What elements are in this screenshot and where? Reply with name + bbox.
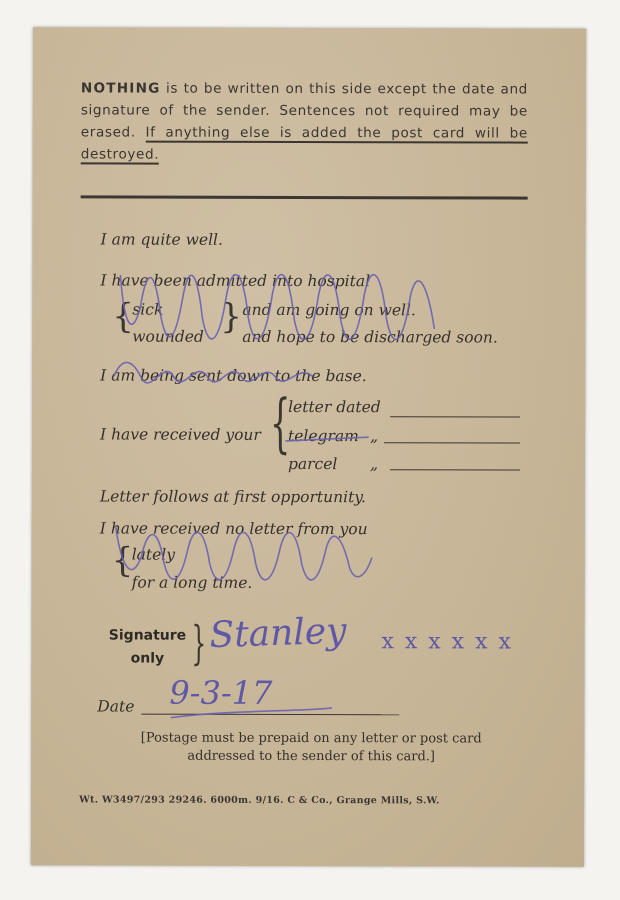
line-quite-well: I am quite well.: [100, 230, 223, 249]
option-telegram: telegram: [288, 426, 359, 446]
warning-text: is to be written on this side except the date and signature of the sender. Sentences not required may be erased.: [80, 80, 528, 141]
postage-note-line1: [Postage must be prepaid on any letter or post card: [140, 730, 482, 747]
option-letter-dated: letter dated: [288, 397, 381, 417]
scribble-no-letter-section: [116, 527, 372, 580]
line-admitted-hospital: I have been admitted into hospital: [100, 271, 371, 291]
line-sent-to-base: I am being sent down to the base.: [100, 366, 367, 386]
option-parcel: parcel: [287, 454, 338, 474]
scribble-date-underline: [171, 708, 331, 718]
option-sick: sick: [132, 300, 164, 319]
received-brace: {: [269, 386, 291, 461]
printer-mark: Wt. W3497/293 29246. 6000m. 9/16. C & Co., Grange Mills, S.W.: [79, 794, 440, 807]
line-letter-follows: Letter follows at first opportunity.: [99, 487, 366, 507]
field-service-post-card: [31, 27, 586, 866]
ditto-mark-1: „: [370, 427, 379, 446]
handwritten-kisses: x x x x x x: [381, 629, 513, 655]
line-no-letter: I have received no letter from you: [99, 519, 368, 539]
scribble-base-line: [114, 362, 312, 383]
line-going-on-well: and am going on well.: [242, 300, 416, 320]
option-long-time: for a long time.: [131, 573, 253, 592]
left-brace-sick: {: [112, 296, 135, 337]
line-received-your: I have received your: [100, 425, 261, 444]
handwritten-date: 9-3-17: [169, 673, 273, 712]
left-brace-lately: {: [111, 540, 134, 581]
warning-nothing: NOTHING: [80, 80, 161, 97]
signature-label-line2: only: [130, 650, 165, 667]
pen-scribbles: [31, 27, 586, 866]
signature-label-line1: Signature: [108, 627, 187, 644]
signature-brace: }: [191, 615, 207, 670]
option-lately: lately: [131, 545, 176, 564]
handwritten-signature: Stanley: [208, 610, 348, 657]
warning-underlined: If anything else is added the post card will be destroyed.: [80, 124, 528, 163]
ditto-mark-2: „: [369, 455, 379, 474]
line-hope-discharged: and hope to be discharged soon.: [242, 327, 498, 347]
right-brace-sick: }: [220, 296, 243, 337]
option-wounded: wounded: [132, 327, 204, 346]
postage-note-line2: addressed to the sender of this card.]: [187, 748, 436, 765]
date-label: Date: [97, 697, 135, 716]
telegram-strike: [286, 437, 368, 441]
scribble-hospital-section: [120, 274, 434, 340]
